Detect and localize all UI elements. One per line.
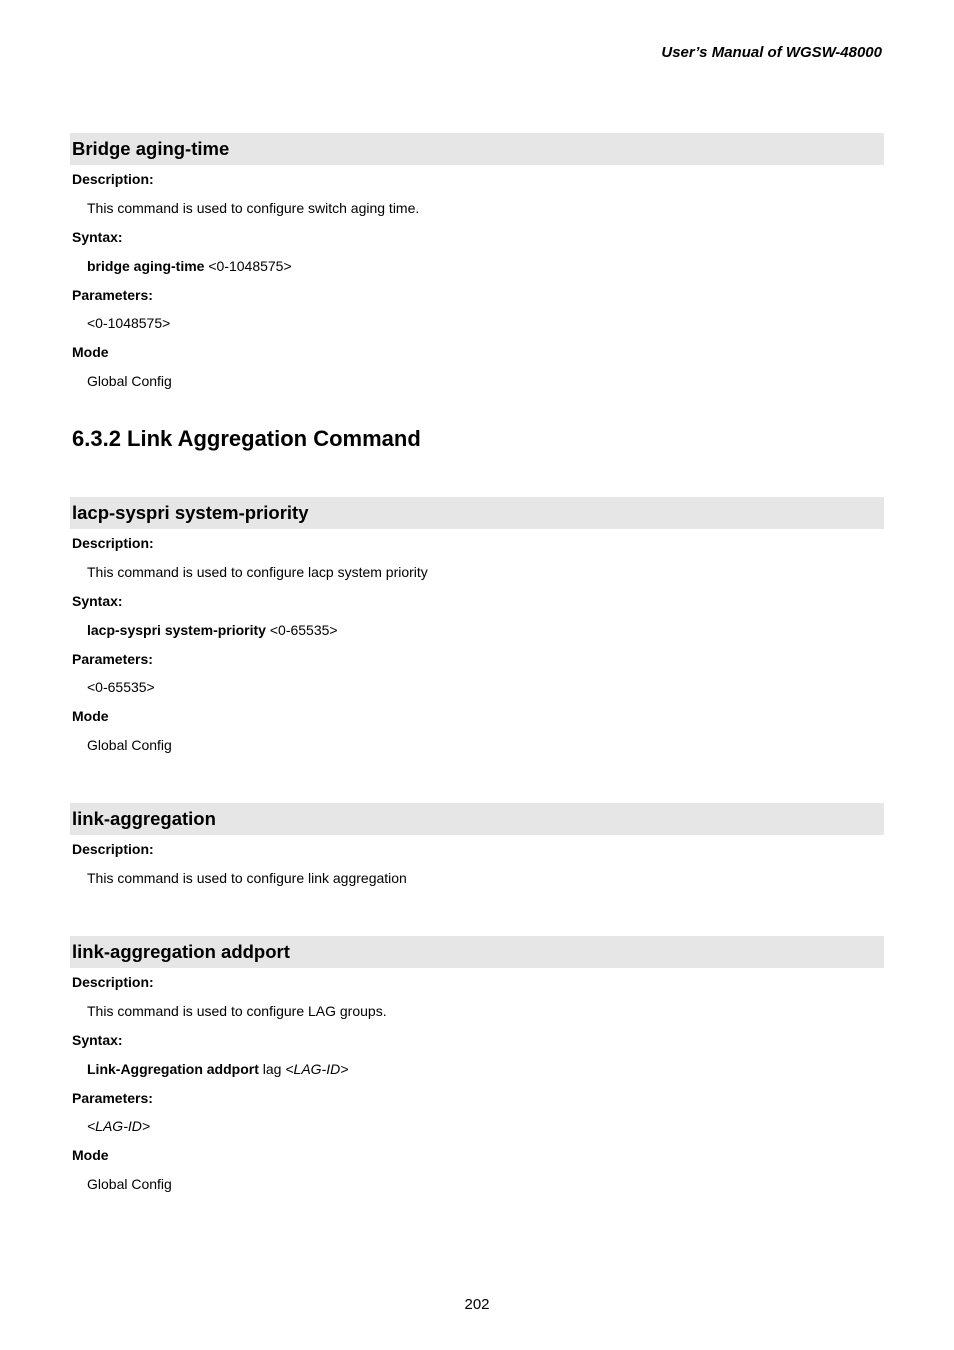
description-label: Description: [72, 974, 154, 990]
parameters-label: Parameters: [72, 1090, 153, 1106]
syntax-line [87, 1061, 348, 1077]
syntax-argument: <0-65535> [265, 622, 338, 638]
command-title: Bridge aging-time [72, 138, 230, 159]
syntax-command: Link-Aggregation addport [87, 1061, 259, 1077]
description-label: Description: [72, 171, 154, 187]
syntax-keyword: lag [258, 1061, 286, 1077]
parameter-italic: <LAG-ID> [87, 1118, 151, 1134]
mode-label: Mode [72, 344, 109, 360]
mode-value: Global Config [87, 373, 172, 389]
mode-label: Mode [72, 708, 109, 724]
mode-label: Mode [72, 1147, 109, 1163]
description-label: Description: [72, 535, 154, 551]
command-heading-bar [70, 133, 884, 165]
syntax-label: Syntax: [72, 593, 123, 609]
syntax-label: Syntax: [72, 1032, 123, 1048]
syntax-label: Syntax: [72, 229, 123, 245]
syntax-command: bridge aging-time [87, 258, 205, 274]
parameter-value: <0-65535> [87, 679, 155, 695]
page-number: 202 [464, 1296, 490, 1313]
parameters-label: Parameters: [72, 287, 153, 303]
description-text: This command is used to configure LAG groups. [87, 1003, 387, 1019]
syntax-line [87, 258, 292, 274]
description-label: Description: [72, 841, 154, 857]
command-heading-bar [70, 936, 884, 968]
command-heading-bar [70, 803, 884, 835]
parameter-value: <0-1048575> [87, 315, 171, 331]
command-title: lacp-syspri system-priority [72, 502, 309, 523]
syntax-line [87, 622, 338, 638]
command-heading-bar [70, 497, 884, 529]
mode-value: Global Config [87, 737, 172, 753]
command-title: link-aggregation [72, 808, 216, 829]
section-title: 6.3.2 Link Aggregation Command [72, 426, 421, 451]
description-text: This command is used to configure lacp system priority [87, 564, 428, 580]
command-title: link-aggregation addport [72, 941, 290, 962]
syntax-argument: <0-1048575> [204, 258, 292, 274]
description-text: This command is used to configure switch aging time. [87, 200, 420, 216]
manual-header-title: User’s Manual of WGSW-48000 [661, 44, 882, 61]
syntax-argument: <LAG-ID> [285, 1061, 349, 1077]
syntax-command: lacp-syspri system-priority [87, 622, 266, 638]
parameter-value [87, 1118, 150, 1134]
mode-value: Global Config [87, 1176, 172, 1192]
parameters-label: Parameters: [72, 651, 153, 667]
description-text: This command is used to configure link aggregation [87, 870, 407, 886]
